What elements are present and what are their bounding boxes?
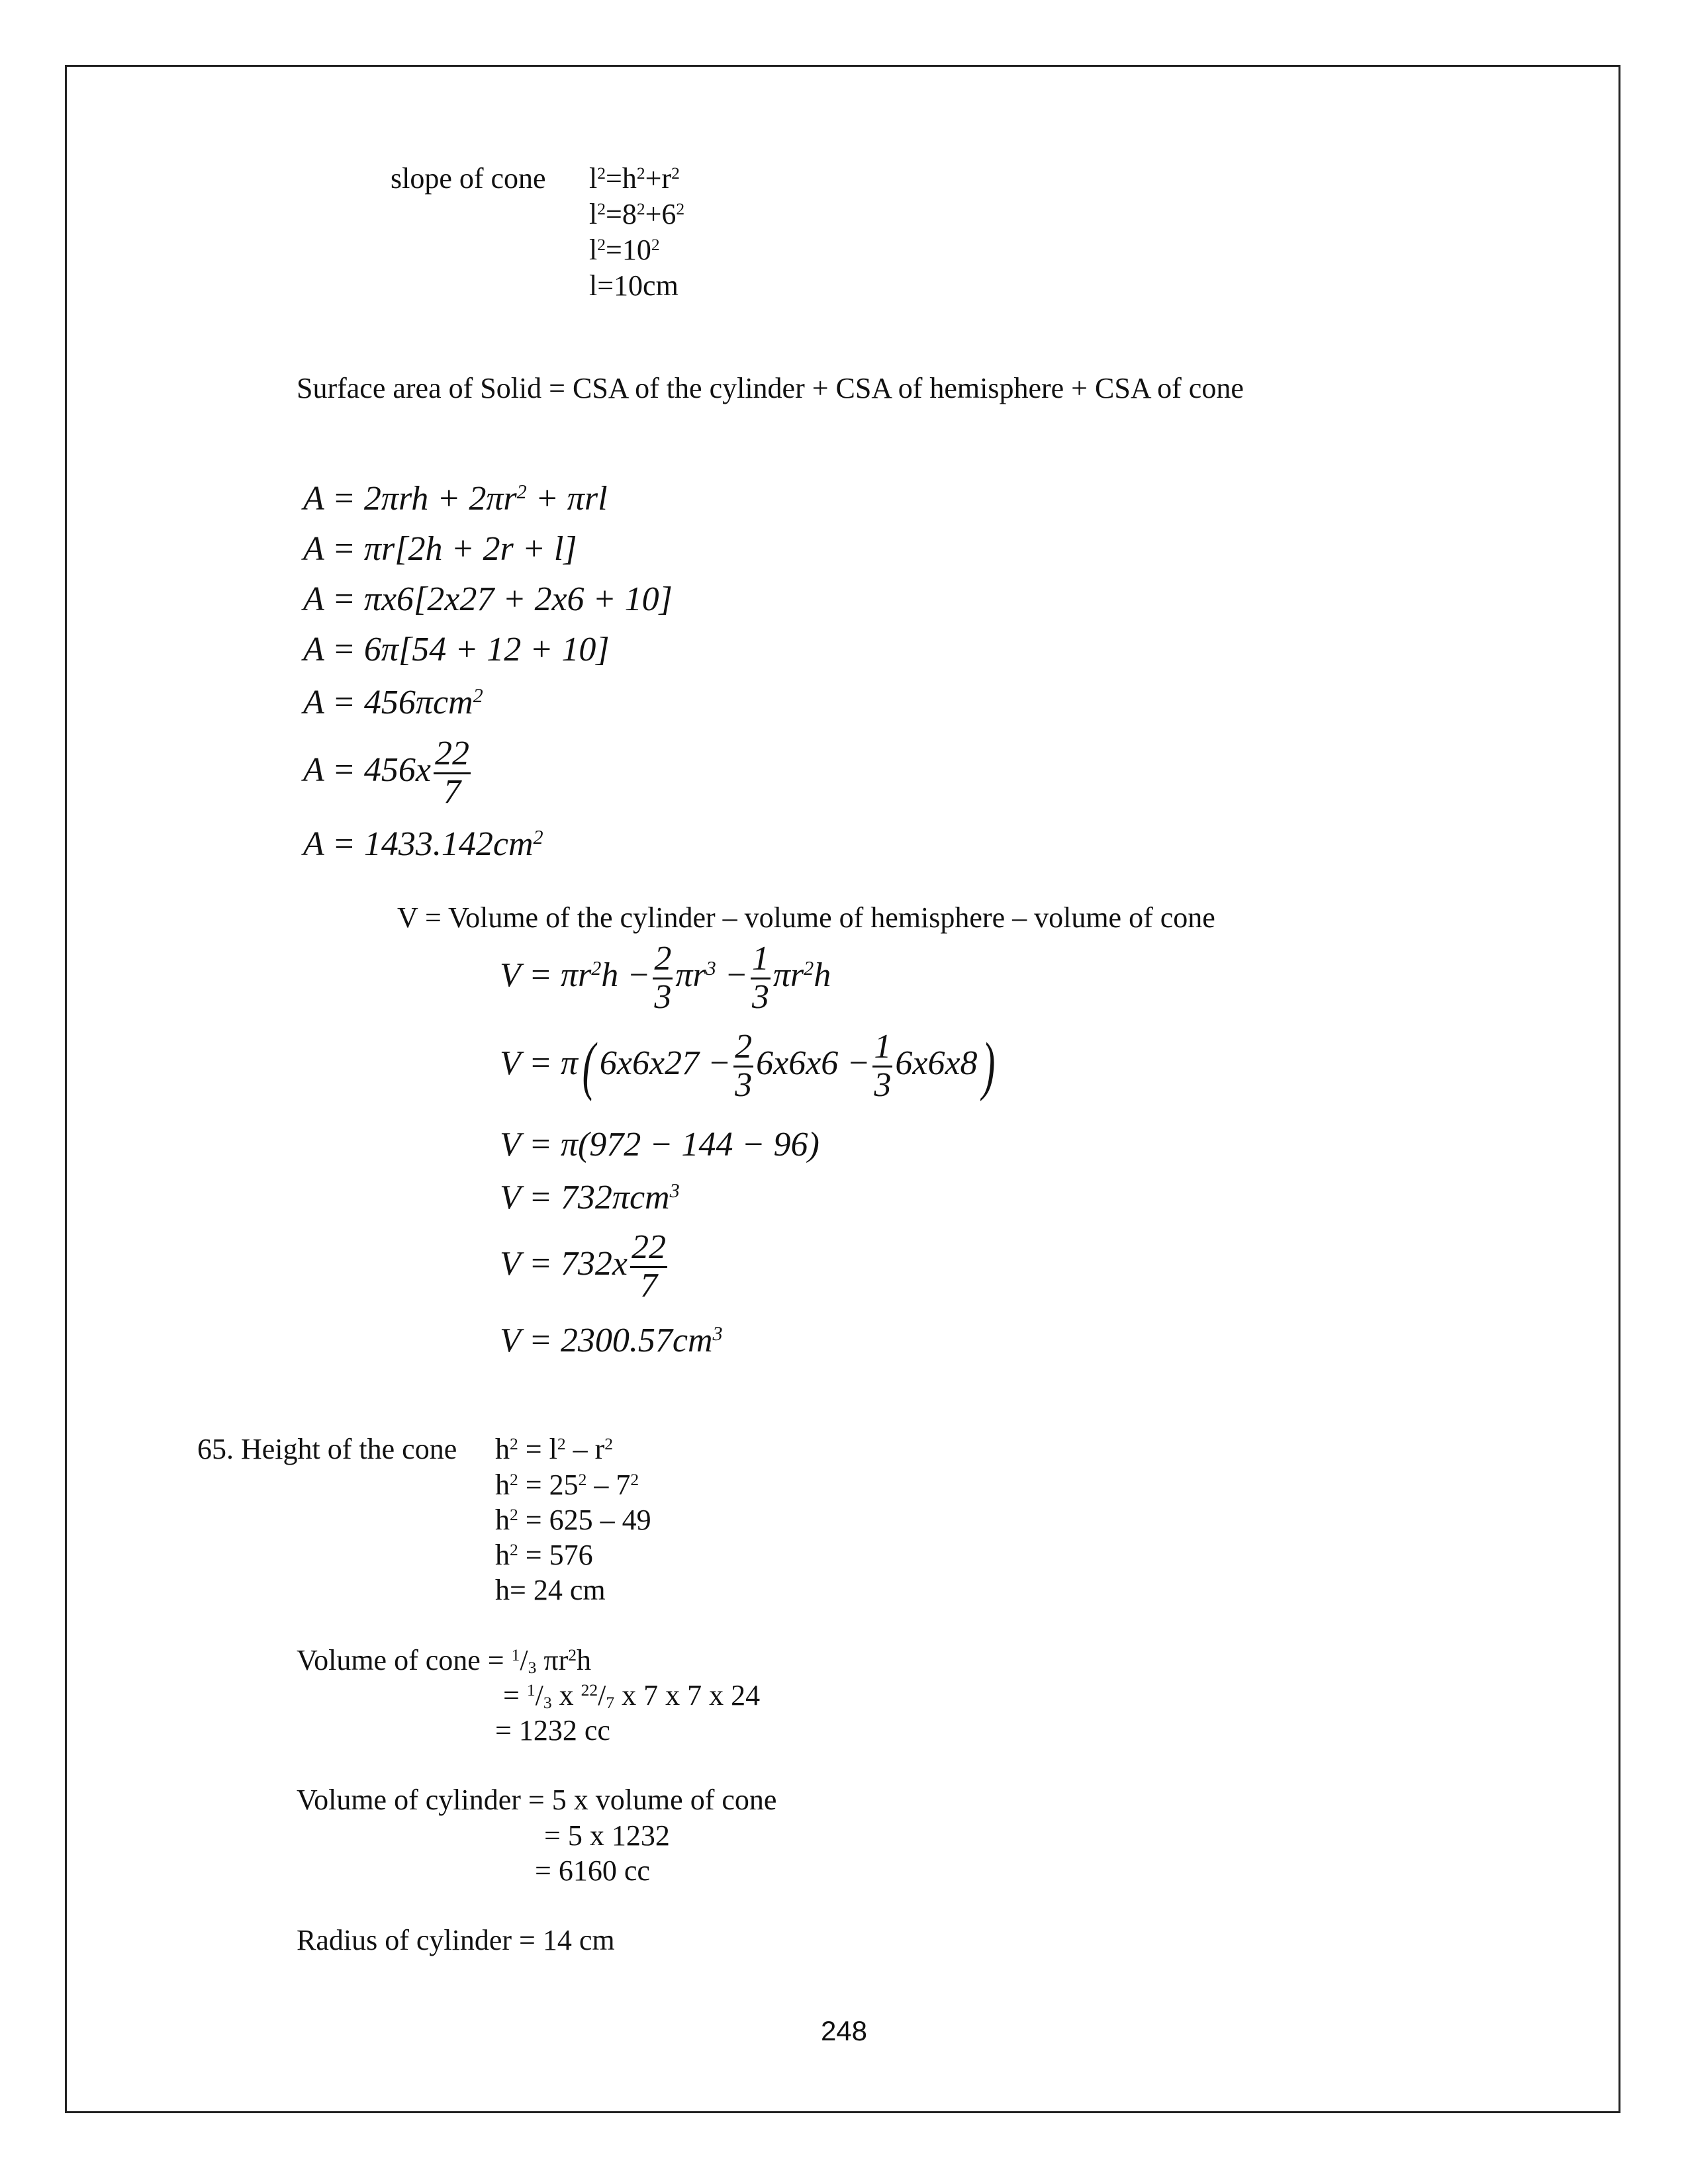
volume-eq-6: $V = 2300.57cm^3$ — [500, 1322, 723, 1359]
volume-eq-4: V = 732πcm$^3$ — [500, 1179, 680, 1216]
slope-label: slope of cone — [391, 162, 546, 195]
volume-heading: V = Volume of the cylinder – volume of hemisphere – volume of cone — [397, 901, 1215, 934]
surface-heading: Surface area of Solid = CSA of the cylinder + CSA of hemisphere + CSA of cone — [297, 372, 1244, 404]
surface-eq-3: A = πx6[2x27 + 2x6 + 10] — [303, 580, 673, 618]
slope-line-1: $l^2=h^2+r^2$ — [589, 162, 680, 195]
volume-eq-2: V = π( 6x6x27 − $\frac{2}{3}$ 6x6x6 − $\frac{1}{3}$ 6x6x8) — [500, 1028, 995, 1104]
surface-eq-1: $A = 2\pi rh + 2\pi r^2 + \pi rl$ — [303, 480, 608, 518]
q65-line-3: $h^2 = 625 - 49$ — [495, 1504, 651, 1536]
q65-label: 65. Height of the cone — [197, 1433, 457, 1465]
q65-line-2: $h^2 = 25^2 - 7^2$ — [495, 1469, 639, 1501]
slope-line-4: l=10cm — [589, 269, 679, 302]
slope-line-3: $l^2=10^2$ — [589, 234, 660, 266]
cylinder-volume-line-1: Volume of cylinder = 5 x volume of cone — [297, 1784, 777, 1816]
volume-eq-1: $V = \pi r^2h$ − $\frac{2}{3}$ $\pi r^3$ − $\frac{1}{3}$ $\pi r^2h$ — [500, 940, 831, 1016]
cone-volume-line-2: = $^1/_3$ x $^{22}/_7$ x 7 x 7 x 24 — [503, 1679, 761, 1713]
surface-eq-7: $A = 1433.142cm^2$ — [303, 825, 543, 863]
surface-eq-6: A = 456x $\frac{22}{7}$ — [303, 735, 469, 811]
q65-line-1: $h^2 = l^2 - r^2$ — [495, 1433, 613, 1465]
cylinder-radius: Radius of cylinder = 14 cm — [297, 1924, 615, 1956]
volume-eq-5: V = 732x $\frac{22}{7}$ — [500, 1228, 666, 1304]
surface-eq-4: A = 6π[54 + 12 + 10] — [303, 631, 610, 668]
page-number: 248 — [820, 2015, 868, 2046]
q65-line-5: h= 24 cm — [495, 1574, 606, 1606]
cone-volume-line-1: Volume of cone = $^1/_3$ $\pi r^2h$ — [297, 1644, 592, 1678]
volume-eq-3: V = π(972 − 144 − 96) — [500, 1126, 820, 1163]
cone-volume-line-3: = 1232 cc — [495, 1714, 610, 1747]
surface-eq-2: A = πr[2h + 2r + l] — [303, 530, 577, 568]
cylinder-volume-line-3: = 6160 cc — [535, 1854, 650, 1887]
surface-eq-5: A = 456πcm$^2$ — [303, 684, 483, 721]
cylinder-volume-line-2: = 5 x 1232 — [544, 1819, 670, 1852]
q65-line-4: $h^2 = 576$ — [495, 1539, 593, 1571]
slope-line-2: $l^2=8^2+6^2$ — [589, 198, 685, 230]
